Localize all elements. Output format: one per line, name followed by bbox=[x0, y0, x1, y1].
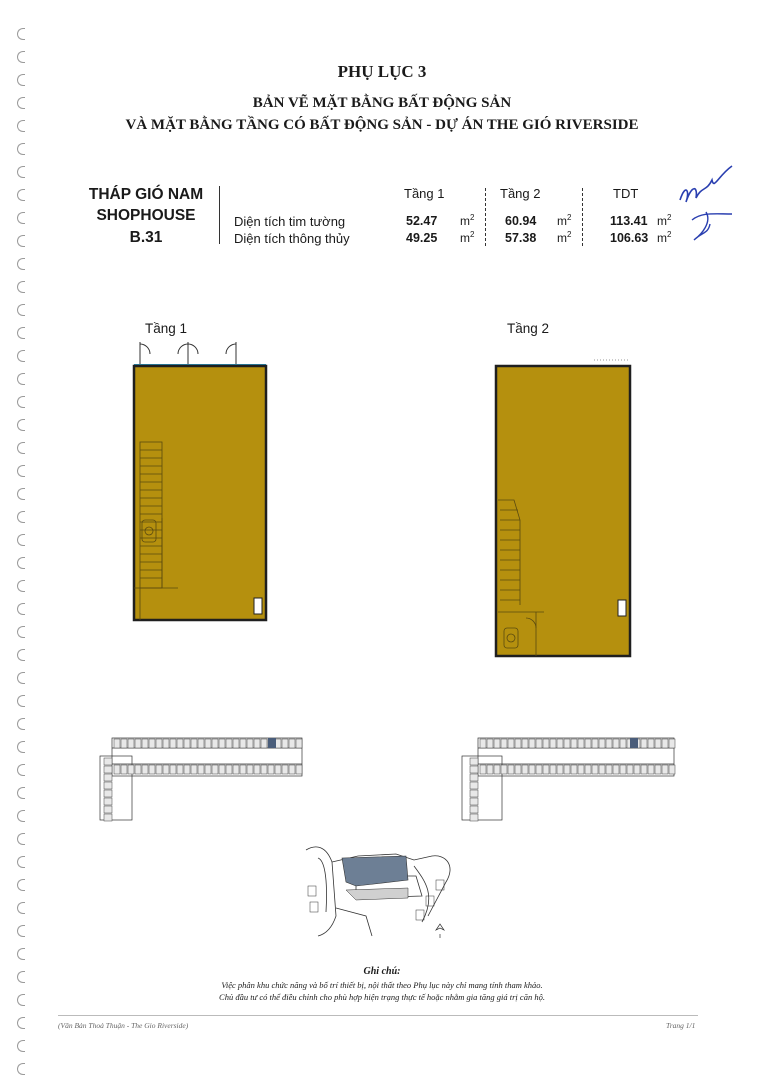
footer-divider bbox=[58, 1015, 698, 1016]
binder-hole bbox=[17, 741, 25, 753]
key-plan-unit bbox=[128, 765, 134, 774]
key-plan-unit bbox=[480, 765, 486, 774]
binder-hole bbox=[17, 281, 25, 293]
col-total-header: TDT bbox=[613, 186, 639, 201]
key-plan-unit bbox=[501, 739, 507, 748]
key-plan-unit bbox=[104, 798, 112, 805]
gross-floor2: 60.94 bbox=[505, 214, 537, 228]
binder-hole bbox=[17, 948, 25, 960]
key-plan-unit bbox=[543, 739, 549, 748]
floor1-plan bbox=[126, 338, 272, 628]
key-plan-unit bbox=[163, 739, 169, 748]
key-plan-unit bbox=[226, 765, 232, 774]
floor1-label: Tầng 1 bbox=[145, 321, 188, 336]
binder-hole bbox=[17, 580, 25, 592]
key-plan-unit bbox=[655, 765, 661, 774]
notes-title: Ghi chú: bbox=[363, 966, 401, 977]
key-plan-unit bbox=[522, 739, 528, 748]
binder-hole bbox=[17, 649, 25, 661]
key-plan-unit bbox=[536, 765, 542, 774]
key-plan-unit bbox=[233, 739, 239, 748]
key-plan-unit bbox=[648, 739, 654, 748]
col-floor2-header: Tầng 2 bbox=[500, 186, 541, 201]
key-plan-unit bbox=[648, 765, 654, 774]
binder-hole bbox=[17, 28, 25, 40]
key-plan-unit bbox=[620, 739, 626, 748]
key-plan-unit bbox=[240, 765, 246, 774]
key-plan-unit bbox=[191, 765, 197, 774]
key-plan-unit bbox=[578, 765, 584, 774]
binder-hole bbox=[17, 327, 25, 339]
key-plan-unit bbox=[247, 765, 253, 774]
binder-hole bbox=[17, 557, 25, 569]
tower-name: THÁP GIÓ NAM bbox=[88, 186, 204, 203]
key-plan-unit bbox=[282, 765, 288, 774]
key-plan-unit bbox=[470, 798, 478, 805]
binder-hole bbox=[17, 1040, 25, 1052]
key-plan-unit bbox=[578, 739, 584, 748]
document-title-line2: VÀ MẶT BẰNG TẦNG CÓ BẤT ĐỘNG SẢN - DỰ ÁN THE GIÓ RIVERSIDE bbox=[125, 117, 639, 133]
key-plan-unit bbox=[142, 739, 148, 748]
key-plan-unit bbox=[585, 765, 591, 774]
key-plan-unit bbox=[247, 739, 253, 748]
key-plan-unit bbox=[522, 765, 528, 774]
key-plan-unit bbox=[104, 790, 112, 797]
floor2-key-plan bbox=[458, 734, 684, 824]
binder-hole bbox=[17, 396, 25, 408]
binder-hole bbox=[17, 718, 25, 730]
key-plan-unit bbox=[128, 739, 134, 748]
binder-hole bbox=[17, 511, 25, 523]
key-plan-unit bbox=[205, 739, 211, 748]
key-plan-unit bbox=[212, 765, 218, 774]
gross-floor1: 52.47 bbox=[406, 214, 438, 228]
key-plan-unit bbox=[104, 758, 112, 765]
key-plan-unit bbox=[470, 782, 478, 789]
key-plan-unit bbox=[508, 765, 514, 774]
binder-hole bbox=[17, 1017, 25, 1029]
key-plan-unit bbox=[606, 739, 612, 748]
key-plan-unit bbox=[606, 765, 612, 774]
row-label-gross: Diện tích tim tường bbox=[234, 214, 346, 229]
key-plan-unit bbox=[289, 739, 295, 748]
key-plan-unit bbox=[620, 765, 626, 774]
key-plan-unit bbox=[226, 739, 232, 748]
key-plan-unit bbox=[282, 739, 288, 748]
binder-hole bbox=[17, 258, 25, 270]
key-plan-unit bbox=[104, 782, 112, 789]
key-plan-unit bbox=[114, 765, 120, 774]
key-plan-unit bbox=[592, 765, 598, 774]
signature bbox=[672, 162, 742, 247]
binder-hole bbox=[17, 879, 25, 891]
binder-hole bbox=[17, 465, 25, 477]
key-plan-unit bbox=[662, 739, 668, 748]
footer-right: Trang 1/1 bbox=[666, 1021, 696, 1030]
unit-label: $m^2$ bbox=[657, 230, 672, 245]
key-plan-unit bbox=[219, 765, 225, 774]
key-plan-unit bbox=[571, 765, 577, 774]
key-plan-unit bbox=[184, 765, 190, 774]
binder-hole bbox=[17, 810, 25, 822]
key-plan-unit bbox=[585, 739, 591, 748]
key-plan-unit bbox=[156, 765, 162, 774]
key-plan-unit bbox=[641, 765, 647, 774]
key-plan-unit bbox=[669, 765, 675, 774]
binder-hole bbox=[17, 488, 25, 500]
unit-code: B.31 bbox=[129, 229, 163, 246]
key-plan-unit bbox=[613, 765, 619, 774]
binder-hole bbox=[17, 764, 25, 776]
key-plan-unit bbox=[219, 739, 225, 748]
key-plan-unit bbox=[296, 765, 302, 774]
footer-left: (Văn Bản Thoả Thuận - The Gio Riverside) bbox=[58, 1021, 189, 1030]
key-plan-unit bbox=[501, 765, 507, 774]
key-plan-unit bbox=[212, 739, 218, 748]
key-plan-unit bbox=[149, 739, 155, 748]
info-divider bbox=[219, 186, 220, 244]
key-plan-unit bbox=[135, 739, 141, 748]
binder-hole bbox=[17, 672, 25, 684]
net-total: 106.63 bbox=[610, 231, 649, 245]
site-map bbox=[296, 836, 466, 946]
binder-hole bbox=[17, 626, 25, 638]
key-plan-unit bbox=[529, 739, 535, 748]
binder-hole bbox=[17, 902, 25, 914]
key-plan-unit bbox=[121, 765, 127, 774]
binder-hole bbox=[17, 143, 25, 155]
key-plan-unit bbox=[104, 814, 112, 821]
appendix-title: PHỤ LỤC 3 bbox=[337, 62, 427, 81]
floor2-label: Tầng 2 bbox=[507, 321, 550, 336]
key-plan-unit bbox=[599, 765, 605, 774]
binder-hole bbox=[17, 856, 25, 868]
floor1-key-plan bbox=[98, 734, 320, 824]
unit-label: $m^2$ bbox=[460, 213, 475, 228]
key-plan-unit bbox=[564, 765, 570, 774]
key-plan-unit bbox=[114, 739, 120, 748]
key-plan-unit bbox=[557, 765, 563, 774]
binder-hole bbox=[17, 350, 25, 362]
key-plan-unit bbox=[135, 765, 141, 774]
key-plan-unit bbox=[170, 739, 176, 748]
key-plan-unit bbox=[289, 765, 295, 774]
key-plan-unit bbox=[149, 765, 155, 774]
col-divider-1 bbox=[485, 188, 486, 246]
unit-label: $m^2$ bbox=[657, 213, 672, 228]
key-plan-unit bbox=[480, 739, 486, 748]
north-arrow-icon bbox=[436, 924, 444, 938]
row-label-net: Diện tích thông thủy bbox=[234, 231, 350, 246]
gross-total: 113.41 bbox=[610, 214, 648, 228]
key-plan-unit bbox=[634, 765, 640, 774]
unit-label: $m^2$ bbox=[557, 230, 572, 245]
key-plan-unit bbox=[170, 765, 176, 774]
document-title-line1: BẢN VẼ MẶT BẰNG BẤT ĐỘNG SẢN bbox=[252, 95, 512, 111]
key-plan-unit bbox=[156, 739, 162, 748]
key-plan-unit bbox=[177, 765, 183, 774]
key-plan-unit bbox=[470, 814, 478, 821]
key-plan-unit bbox=[487, 765, 493, 774]
key-plan-unit bbox=[240, 739, 246, 748]
key-plan-unit bbox=[121, 739, 127, 748]
key-plan-unit bbox=[536, 739, 542, 748]
key-plan-unit bbox=[515, 739, 521, 748]
key-plan-unit bbox=[494, 739, 500, 748]
key-plan-unit bbox=[470, 790, 478, 797]
col-divider-2 bbox=[582, 188, 583, 246]
key-plan-unit bbox=[261, 765, 267, 774]
key-plan-unit bbox=[296, 739, 302, 748]
key-plan-unit bbox=[268, 765, 274, 774]
key-plan-unit bbox=[104, 774, 112, 781]
key-plan-unit bbox=[627, 765, 633, 774]
binder-hole bbox=[17, 373, 25, 385]
unit-label: $m^2$ bbox=[557, 213, 572, 228]
key-plan-unit bbox=[254, 739, 260, 748]
key-plan-unit bbox=[191, 739, 197, 748]
binder-hole bbox=[17, 235, 25, 247]
key-plan-unit bbox=[470, 758, 478, 765]
key-plan-unit bbox=[557, 739, 563, 748]
key-plan-unit bbox=[494, 765, 500, 774]
key-plan-unit bbox=[599, 739, 605, 748]
key-plan-unit bbox=[104, 766, 112, 773]
key-plan-unit bbox=[508, 739, 514, 748]
key-plan-unit bbox=[177, 739, 183, 748]
key-plan-unit bbox=[529, 765, 535, 774]
key-plan-unit bbox=[470, 766, 478, 773]
key-plan-unit bbox=[655, 739, 661, 748]
key-plan-unit bbox=[198, 765, 204, 774]
key-plan-unit bbox=[592, 739, 598, 748]
binder-hole bbox=[17, 212, 25, 224]
key-plan-unit bbox=[254, 765, 260, 774]
key-plan-unit bbox=[470, 774, 478, 781]
col-floor1-header: Tầng 1 bbox=[404, 186, 445, 201]
key-plan-unit bbox=[487, 739, 493, 748]
key-plan-unit bbox=[543, 765, 549, 774]
key-plan-unit bbox=[564, 739, 570, 748]
key-plan-unit bbox=[275, 765, 281, 774]
key-plan-unit bbox=[662, 765, 668, 774]
binder-hole bbox=[17, 925, 25, 937]
key-plan-unit bbox=[163, 765, 169, 774]
binder-hole bbox=[17, 603, 25, 615]
key-plan-unit bbox=[205, 765, 211, 774]
binder-hole bbox=[17, 189, 25, 201]
binder-hole bbox=[17, 1063, 25, 1075]
binder-hole bbox=[17, 534, 25, 546]
key-plan-unit bbox=[571, 739, 577, 748]
key-plan-unit bbox=[198, 739, 204, 748]
key-plan-unit bbox=[641, 739, 647, 748]
key-plan-unit bbox=[550, 739, 556, 748]
binder-hole bbox=[17, 442, 25, 454]
floor2-plan bbox=[490, 350, 636, 660]
key-plan-unit bbox=[233, 765, 239, 774]
binder-hole bbox=[17, 787, 25, 799]
notes-line2: Chủ đầu tư có thể điều chỉnh cho phù hợp hiện trạng thực tế hoặc nhằm gia tăng giá trị căn hộ. bbox=[219, 992, 545, 1002]
key-plan-unit bbox=[261, 739, 267, 748]
binder-hole bbox=[17, 304, 25, 316]
notes-line1: Việc phân khu chức năng và bố trí thiết bị, nội thất theo Phụ lục này chỉ mang tính tham khảo. bbox=[221, 980, 543, 990]
key-plan-unit bbox=[184, 739, 190, 748]
binder-hole bbox=[17, 166, 25, 178]
key-plan-unit bbox=[613, 739, 619, 748]
unit-type: SHOPHOUSE bbox=[96, 207, 196, 224]
binder-hole bbox=[17, 419, 25, 431]
net-floor1: 49.25 bbox=[406, 231, 438, 245]
binder-hole bbox=[17, 833, 25, 845]
binder-hole bbox=[17, 695, 25, 707]
key-plan-unit bbox=[515, 765, 521, 774]
key-plan-unit bbox=[550, 765, 556, 774]
net-floor2: 57.38 bbox=[505, 231, 537, 245]
key-plan-unit bbox=[104, 806, 112, 813]
key-plan-unit bbox=[669, 739, 675, 748]
key-plan-unit bbox=[142, 765, 148, 774]
unit-label: $m^2$ bbox=[460, 230, 475, 245]
key-plan-unit bbox=[470, 806, 478, 813]
